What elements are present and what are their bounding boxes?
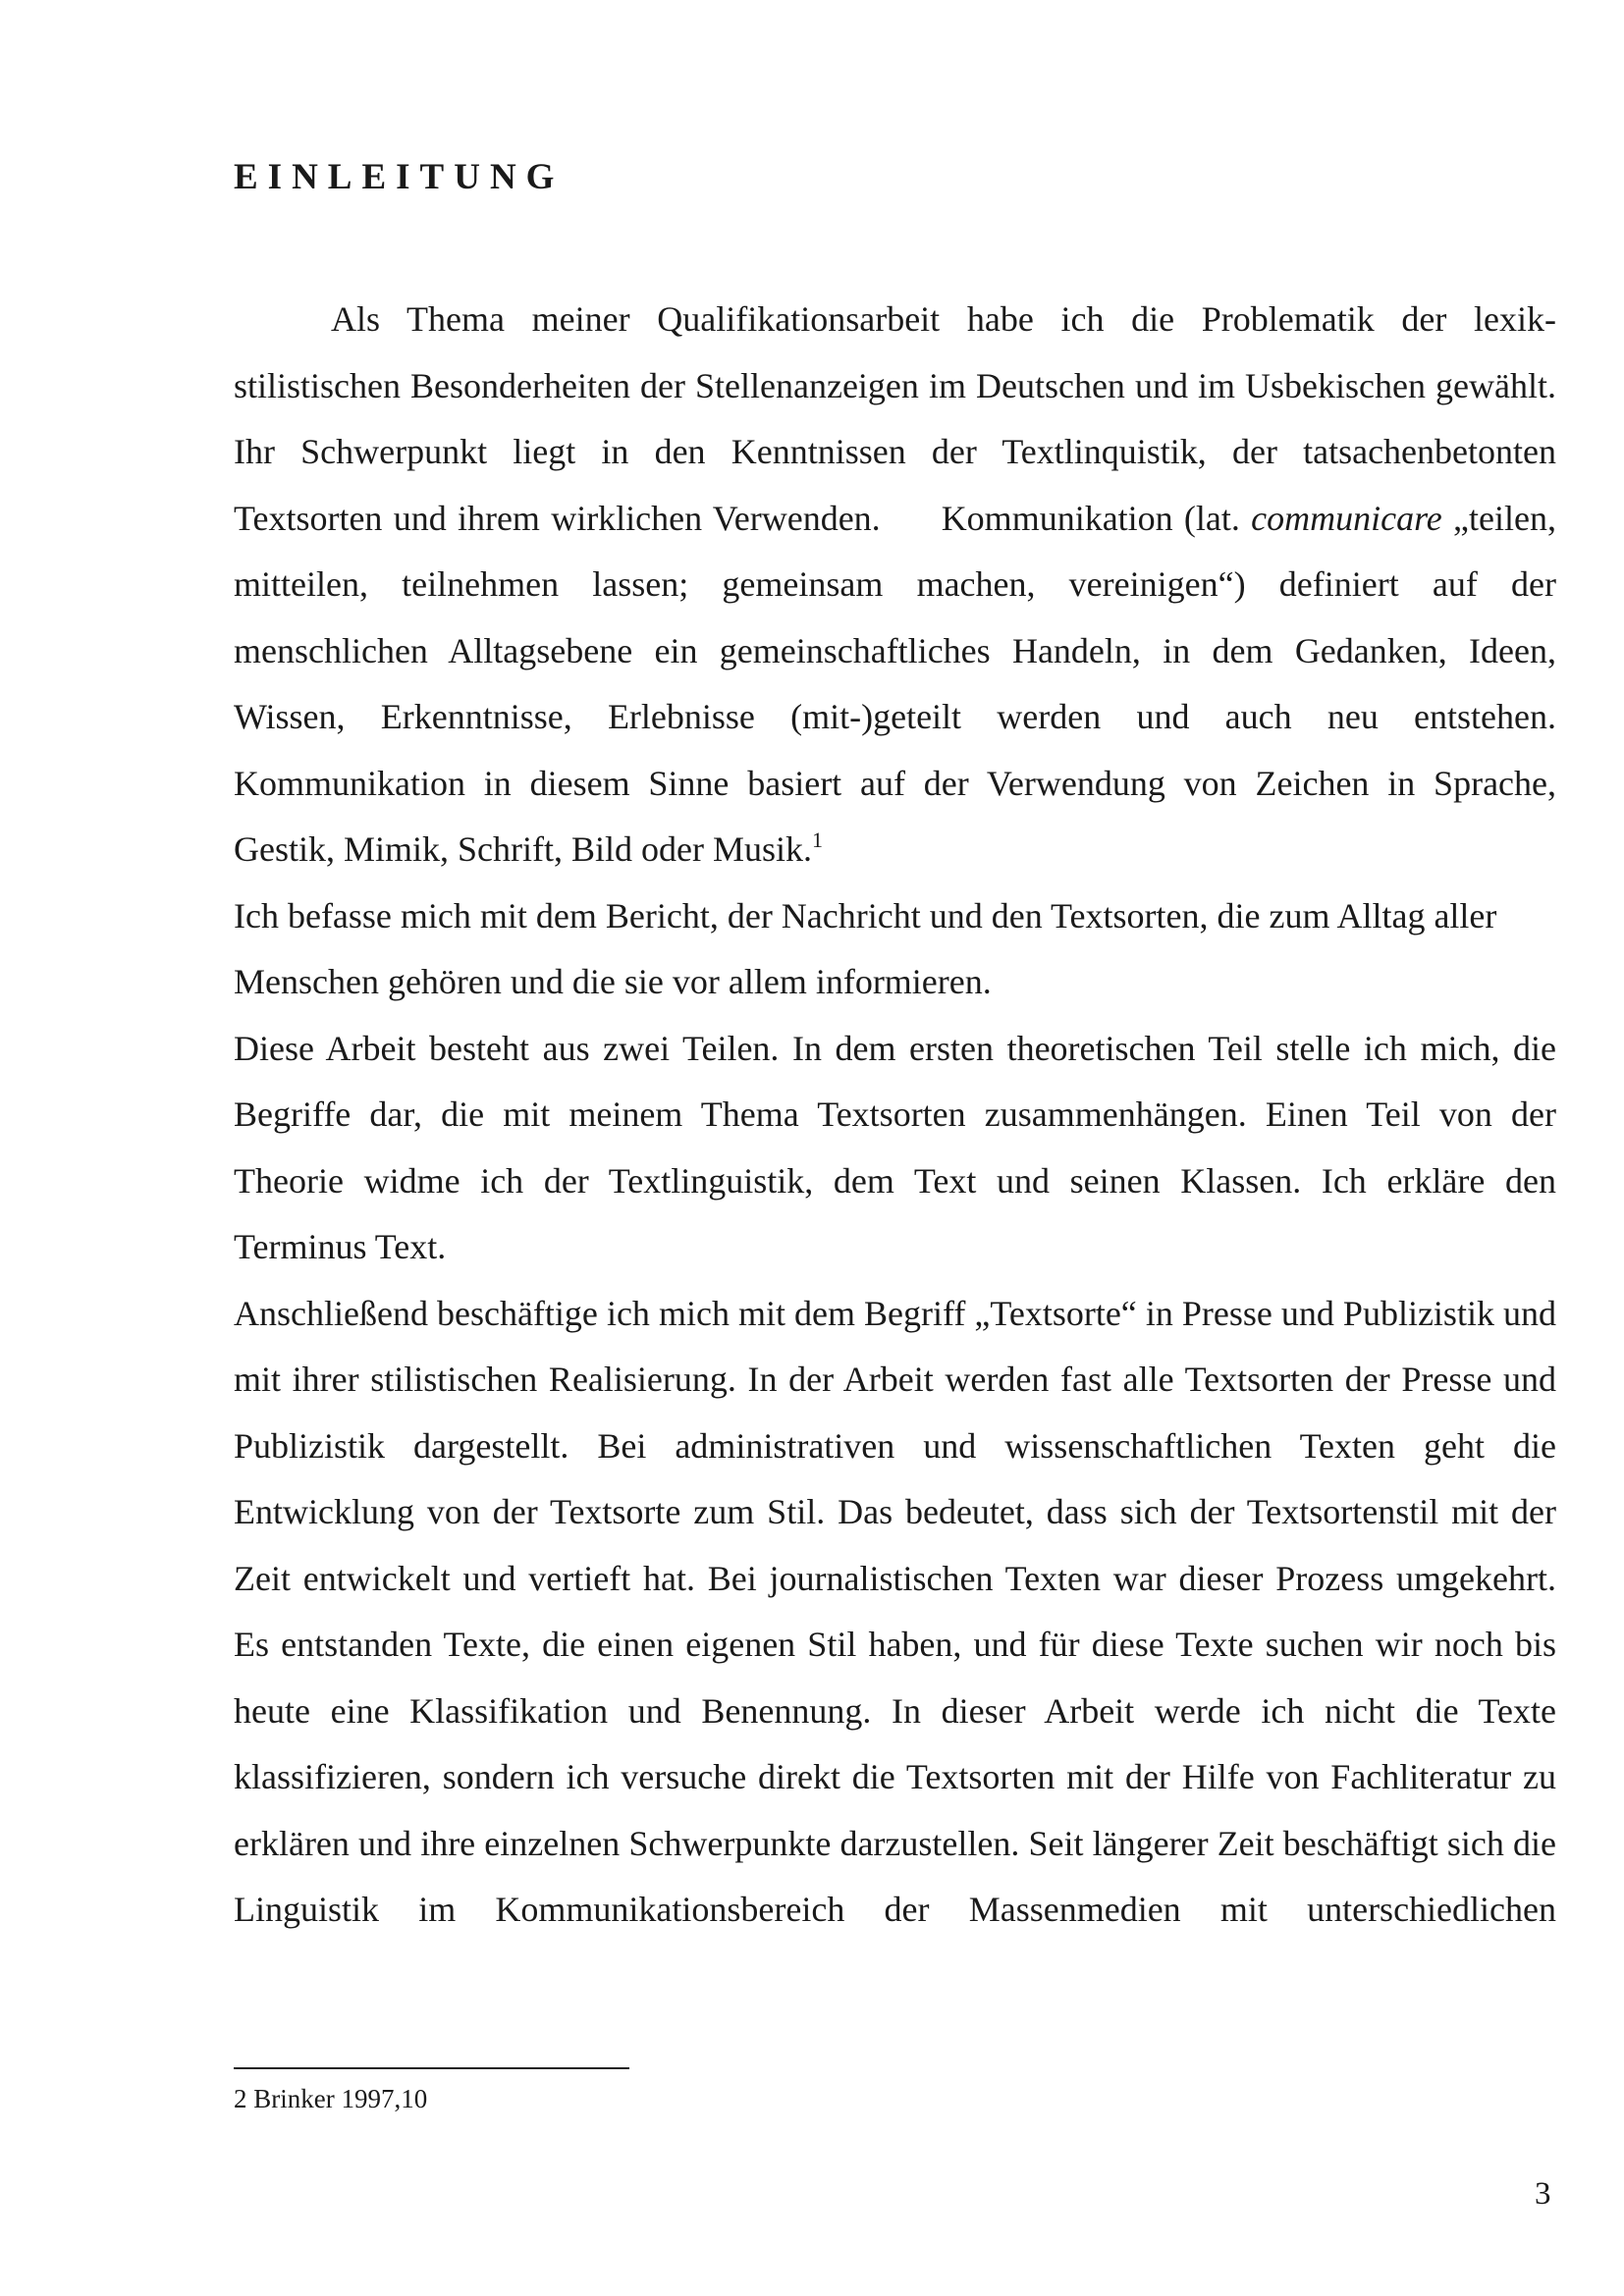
footnote-reference[interactable]: 1 xyxy=(812,828,823,852)
footnote-separator xyxy=(234,2067,629,2069)
page-number: 3 xyxy=(1535,2176,1551,2212)
page-title: EINLEITUNG xyxy=(234,157,565,197)
paragraph-aufbau: Diese Arbeit besteht aus zwei Teilen. In dem ersten theoretischen Teil stelle ich mich, die Begriffe dar, die mit meinem Thema Textsorten zusammenhängen. Einen Teil von der Theorie widme ich der Textlinguistik, dem Text und seinen Klassen. Ich erkläre den Terminus Text. xyxy=(234,1028,1556,1266)
footnote: 2 Brinker 1997,10 xyxy=(234,2084,428,2113)
paragraph-bericht: Ich befasse mich mit dem Bericht, der Nachricht und den Textsorten, die zum Alltag aller Menschen gehören und die sie vor allem informieren. xyxy=(234,895,1497,1001)
paragraph-textsorte: Anschließend beschäftige ich mich mit dem Begriff „Textsorte“ in Presse und Publizistik und mit ihrer stilistischen Realisierung. In der Arbeit werden fast alle Textsorten der Presse und Publizistik dargestellt. Bei administrativen und wissenschaftlichen Texten geht die Entwicklung von der Textsorte zum Stil. Das bedeutet, dass sich der Textsortenstil mit der Zeit entwickelt und vertieft hat. Bei journalistischen Texten war dieser Prozess umgekehrt. Es entstanden Texte, die einen eigenen Stil haben, und für diese Texte suchen wir noch bis heute eine Klassifikation und Benennung. In dieser Arbeit werde ich nicht die Texte klassifizieren, sondern ich versuche direkt die Textsorten mit der Hilfe von Fachliteratur zu erklären und ihre einzelnen Schwerpunkte darzustellen. Seit längerer Zeit beschäftigt sich die Linguistik im Kommunikationsbereich der Massenmedien mit unterschiedlichen xyxy=(234,1293,1556,1929)
paragraph-intro-text: Als Thema meiner Qualifikationsarbeit habe ich die Problematik der lexik-stilistischen Besonderheiten der Stellenanzeigen im Deutschen und im Usbekischen gewählt. Ihr Schwerpunkt liegt in den Kenntnissen der Textlinquistik, der tatsachenbetonten Textsorten und ihrem wirklichen Verwenden. xyxy=(234,299,1556,538)
paragraph-intro xyxy=(234,287,1556,883)
paragraph-intro-continued: „teilen, mitteilen, teilnehmen lassen; gemeinsam machen, vereinigen“) definiert auf der menschlichen Alltagsebene ein gemeinschaftliches Handeln, in dem Gedanken, Ideen, Wissen, Erkenntnisse, Erlebnisse (mit-)geteilt werden und auch neu entstehen. Kommunikation in diesem Sinne basiert auf der Verwendung von Zeichen in Sprache, Gestik, Mimik, Schrift, Bild oder Musik. xyxy=(234,498,1556,869)
main-text xyxy=(234,287,1556,1944)
paragraph-intro-kommunikation: Kommunikation (lat. xyxy=(941,498,1240,538)
latin-term: communicare xyxy=(1251,498,1442,538)
